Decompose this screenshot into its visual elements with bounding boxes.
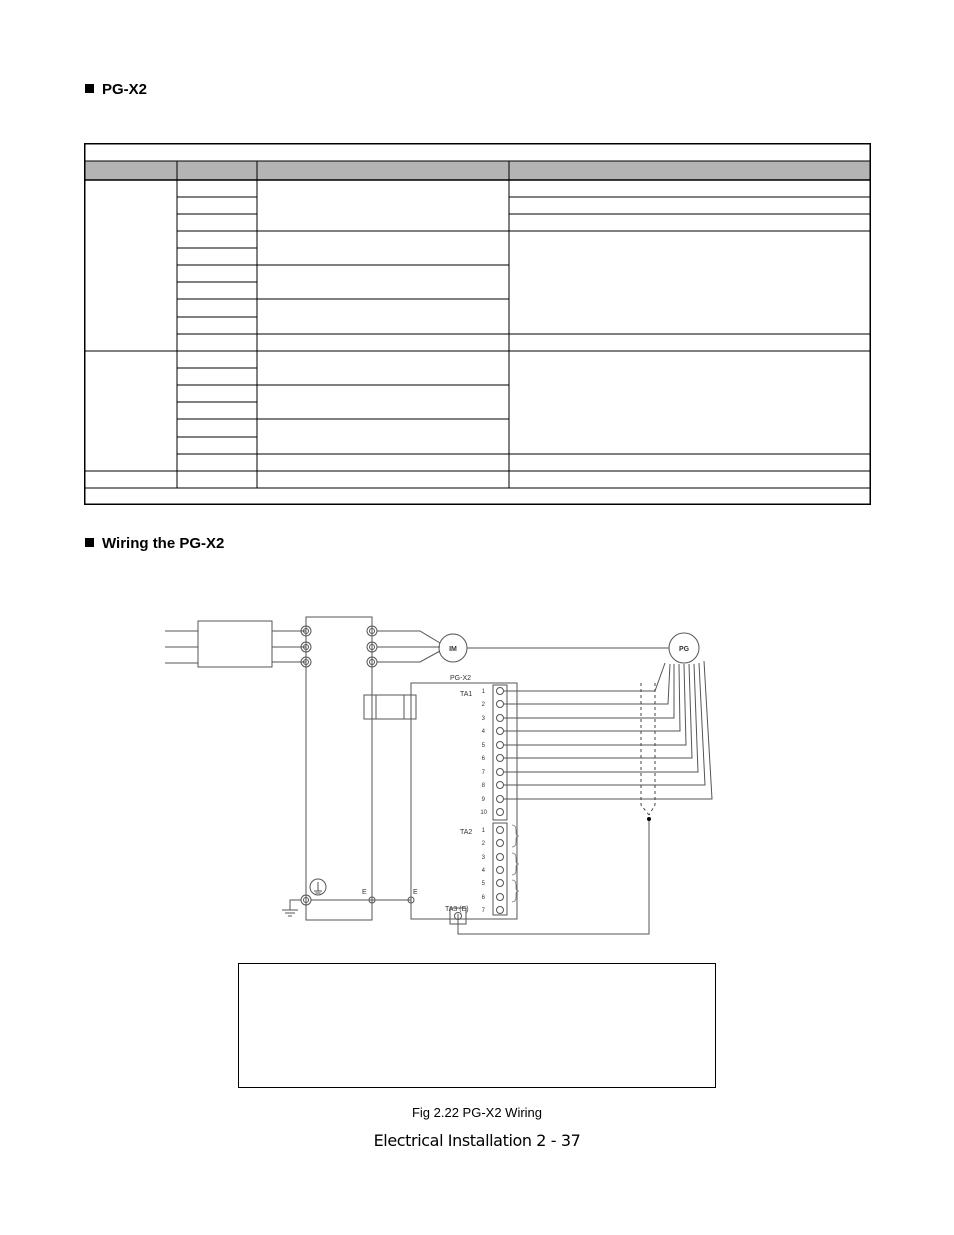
svg-text:7: 7 xyxy=(481,770,485,776)
square-bullet-icon xyxy=(85,538,94,547)
svg-text:5: 5 xyxy=(481,743,485,749)
board-label: PG-X2 xyxy=(450,675,472,682)
ta3-label: TA3 (E) xyxy=(445,906,469,913)
ta1-label: TA1 xyxy=(460,691,473,698)
svg-text:2: 2 xyxy=(481,841,485,847)
svg-text:2: 2 xyxy=(481,702,485,708)
svg-text:9: 9 xyxy=(481,797,485,803)
ta2-terminals xyxy=(497,827,504,914)
svg-text:4: 4 xyxy=(481,729,485,735)
figure-caption: Fig 2.22 PG-X2 Wiring xyxy=(411,1105,543,1120)
ta1-terminal-numbers xyxy=(480,689,487,816)
page-footer: Electrical Installation 2 - 37 xyxy=(373,1131,581,1150)
encoder-wiring xyxy=(504,661,712,799)
svg-text:10: 10 xyxy=(480,810,487,816)
ground-e-label-board: E xyxy=(413,889,418,896)
svg-text:4: 4 xyxy=(481,868,485,874)
svg-text:7: 7 xyxy=(481,908,485,914)
wiring-diagram xyxy=(160,610,720,940)
svg-text:6: 6 xyxy=(481,756,485,762)
ta1-terminals xyxy=(497,688,504,816)
section-heading-wiring: Wiring the PG-X2 xyxy=(85,535,224,552)
table-border xyxy=(85,144,871,505)
motor-label: IM xyxy=(449,646,457,653)
svg-text:1: 1 xyxy=(481,689,485,695)
terminal-spec-table xyxy=(84,143,871,505)
ground-wiring xyxy=(282,879,466,924)
section-heading-pg-x2: PG-X2 xyxy=(85,81,147,98)
breaker-box xyxy=(198,621,272,667)
square-bullet-icon xyxy=(85,84,94,93)
svg-text:1: 1 xyxy=(481,828,485,834)
note-box xyxy=(238,963,716,1088)
svg-text:6: 6 xyxy=(481,895,485,901)
svg-text:5: 5 xyxy=(481,881,485,887)
ground-e-label-inverter: E xyxy=(362,889,367,896)
ta2-label: TA2 xyxy=(460,829,473,836)
ta2-terminal-numbers xyxy=(482,828,486,914)
inverter-body xyxy=(306,617,372,920)
table-header-row xyxy=(85,161,870,180)
svg-text:8: 8 xyxy=(481,783,485,789)
svg-text:3: 3 xyxy=(481,716,485,722)
svg-text:3: 3 xyxy=(481,855,485,861)
cable-shield xyxy=(641,683,655,815)
encoder-label: PG xyxy=(678,646,690,653)
